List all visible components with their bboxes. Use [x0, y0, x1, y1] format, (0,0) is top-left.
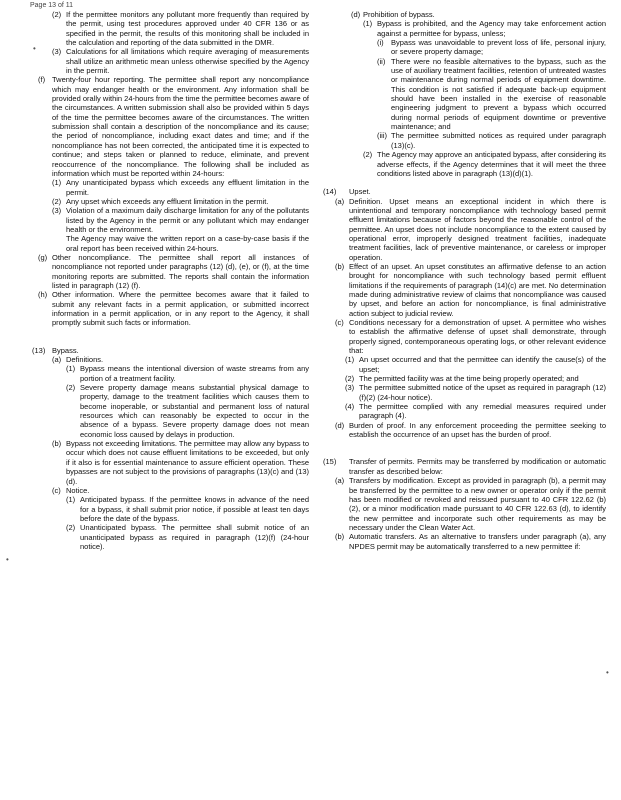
paragraph-label: (f)	[38, 75, 46, 85]
paragraph-text: Bypass was unavoidable to prevent loss of life, personal injury, or severe property damage;	[391, 38, 606, 57]
paragraph-label: (a)	[52, 355, 62, 365]
paragraph-text: Twenty-four hour reporting. The permittee shall report any noncompliance which may endanger health or the environment. Any information shall be provided orally within 24-hours from the time the permittee becomes aware of the circumstances. A written submission shall also be provided within 5 days of the time the permittee becomes aware of the circumstances. The written submission shall contain a description of the noncompliance and its cause; the period of noncompliance, including exact dates and time; and if the noncompliance has not been corrected, the anticipated time it is expected to continue; and steps taken or planned to reduce, eliminate, and prevent reoccurrence of the noncompliance. The following shall be included as information which must be reported within 24-hours:	[52, 75, 309, 178]
paragraph	[24, 234, 309, 253]
paragraph	[323, 355, 606, 374]
paragraph	[323, 421, 606, 440]
paragraph-label: (4)	[345, 402, 355, 412]
paragraph-label: (1)	[66, 364, 76, 374]
paragraph-text: Notice.	[66, 485, 90, 495]
paragraph-text: Unanticipated bypass. The permittee shall submit notice of an unanticipated bypass as required in paragraph (12)(f) (24-hour notice).	[80, 523, 309, 551]
paragraph-text: Definitions.	[66, 355, 104, 365]
paragraph-text: Severe property damage means substantial physical damage to property, damage to the treatment facilities which causes them to become inoperable, or substantial and permanent loss of natural resources which can reasonably be expected to occur in the absence of a bypass. Severe property damage does not mean economic loss caused by delays in production.	[80, 383, 309, 439]
paragraph-label: (i)	[377, 38, 384, 48]
paragraph	[323, 532, 606, 551]
paragraph	[24, 346, 309, 355]
paragraph	[24, 290, 309, 327]
paragraph	[24, 75, 309, 178]
paragraph-label: (2)	[345, 374, 355, 384]
paragraph-text: The permittee submitted notice of the upset as required in paragraph (12)(f)(2) (24-hour notice).	[359, 383, 606, 402]
paragraph-text: Anticipated bypass. If the permittee knows in advance of the need for a bypass, it shall submit prior notice, if possible at least ten days before the date of the bypass.	[80, 495, 309, 523]
left-column	[24, 10, 309, 551]
paragraph	[24, 486, 309, 495]
paragraph-text: Transfers by modification. Except as provided in paragraph (b), a permit may be transferred by the permittee to a new owner or operator only if the permit has been modified or revoked and reissued pursuant to 40 CFR 122.62 (b) (2), or a minor modification made pursuant to 40 CFR 122.63 (d), to identify the new permittee and incorporate such other requirements as may be necessary under the Clean Water Act.	[349, 476, 606, 532]
paragraph-label: (3)	[345, 383, 355, 393]
paragraph-label: (13)	[32, 345, 46, 355]
margin-mark: •	[33, 44, 36, 53]
paragraph	[323, 383, 606, 402]
paragraph-label: (a)	[335, 196, 345, 206]
paragraph-text: Automatic transfers. As an alternative to transfers under paragraph (a), any NPDES permit may be automatically transferred to a new permittee if:	[349, 532, 606, 551]
paragraph	[24, 47, 309, 75]
paragraph	[323, 10, 606, 19]
paragraph-text: Any upset which exceeds any effluent limitation in the permit.	[66, 196, 269, 206]
paragraph	[323, 262, 606, 318]
paragraph-text: Any unanticipated bypass which exceeds any effluent limitation in the permit.	[66, 178, 309, 197]
paragraph-label: (b)	[335, 261, 345, 271]
paragraph-text: Other noncompliance. The permittee shall report all instances of noncompliance not reported under paragraphs (12) (d), (e), or (f), at the time monitoring reports are submitted. The reports shall contain the information listed in paragraph (12) (f).	[52, 252, 309, 290]
paragraph	[24, 495, 309, 523]
right-column	[323, 10, 606, 551]
paragraph-text: The Agency may approve an anticipated bypass, after considering its adverse effects, if the Agency determines that it will meet the three conditions listed above in paragraph (13)(d)(1).	[377, 150, 606, 178]
paragraph-label: (2)	[52, 196, 62, 206]
paragraph-text: If the permittee monitors any pollutant more frequently than required by the permit, using test procedures approved under 40 CFR 136 or as specified in the permit, the results of this monitoring shall be included in the calculation and reporting of the data submitted in the DMR.	[66, 10, 309, 48]
paragraph-label: (d)	[335, 420, 345, 430]
paragraph	[24, 364, 309, 383]
paragraph-label: (b)	[335, 532, 345, 542]
paragraph-text: The permittee complied with any remedial measures required under paragraph (4).	[359, 402, 606, 421]
paragraph	[323, 131, 606, 150]
paragraph	[323, 318, 606, 355]
paragraph-text: Bypass.	[52, 345, 79, 355]
paragraph-text: Bypass not exceeding limitations. The permittee may allow any bypass to occur which does not cause effluent limitations to be exceeded, but only if it also is for essential maintenance to assure efficient operation. These bypasses are not subject to the provisions of paragraphs (13)(c) and (13)(d).	[66, 439, 309, 486]
paragraph	[24, 439, 309, 486]
paragraph-label: (ii)	[377, 56, 386, 66]
paragraph-text: Conditions necessary for a demonstration of upset. A permittee who wishes to establish the affirmative defense of upset shall demonstrate, through properly signed, contemporaneous operating logs, or other relevant evidence that:	[349, 318, 606, 356]
paragraph-label: (2)	[363, 150, 373, 160]
paragraph-text: Definition. Upset means an exceptional incident in which there is unintentional and temporary noncompliance with technology based permit effluent limitations because of factors beyond the reasonable control of the permittee. An upset does not include noncompliance to the extent caused by operational error, improperly designed treatment facilities, inadequate treatment facilities, lack of preventive maintenance, or careless or improper operation.	[349, 196, 606, 262]
paragraph	[24, 253, 309, 290]
paragraph-label: (2)	[52, 10, 62, 19]
margin-mark: •	[6, 555, 9, 564]
paragraph-text: Upset.	[349, 187, 371, 197]
paragraph-text: There were no feasible alternatives to the bypass, such as the use of auxiliary treatment facilities, retention of untreated wastes or maintenance during normal periods of equipment downtime. This condition is not satisfied if adequate back-up equipment should have been installed in the exercise of reasonable engineering judgment to prevent a bypass which occurred during normal periods of equipment downtime or preventive maintenance; and	[391, 56, 606, 132]
paragraph-text: The permittee submitted notices as required under paragraph (13)(c).	[391, 131, 606, 150]
paragraph-text: An upset occurred and that the permittee can identify the cause(s) of the upset;	[359, 355, 606, 374]
paragraph-text: Transfer of permits. Permits may be transferred by modification or automatic transfer as described below:	[349, 457, 606, 476]
paragraph-text: Prohibition of bypass.	[363, 10, 435, 19]
paragraph	[24, 178, 309, 197]
paragraph-label: (15)	[323, 457, 337, 467]
paragraph	[323, 150, 606, 178]
paragraph	[24, 197, 309, 206]
paragraph-label: (b)	[52, 439, 62, 449]
paragraph-label: (iii)	[377, 131, 387, 141]
paragraph	[323, 57, 606, 132]
paragraph-text: Other information. Where the permittee becomes aware that it failed to submit any relevant facts in a permit application, or submitted incorrect information in a permit application, or in any report to the Agency, it shall promptly submit such facts or information.	[52, 290, 309, 328]
paragraph	[323, 38, 606, 57]
paragraph	[24, 355, 309, 364]
paragraph	[323, 187, 606, 196]
paragraph-text: The permitted facility was at the time being properly operated; and	[359, 374, 579, 384]
paragraph-label: (c)	[52, 485, 61, 495]
paragraph	[24, 383, 309, 439]
paragraph-text: Effect of an upset. An upset constitutes an affirmative defense to an action brought for noncompliance with such technology based permit effluent limitations if the requirements of paragraph (14)(c) are met. No determination made during administrative review of claims that noncompliance was caused by upset, and before an action for noncompliance, is final administrative action subject to judicial review.	[349, 261, 606, 318]
paragraph	[24, 10, 309, 47]
paragraph-label: (1)	[52, 178, 62, 188]
paragraph-label: (d)	[351, 10, 361, 19]
paragraph	[24, 523, 309, 551]
margin-mark: •	[606, 668, 609, 677]
paragraph-label: (1)	[66, 495, 76, 505]
paragraph-label: (g)	[38, 252, 48, 262]
paragraph-label: (a)	[335, 476, 345, 486]
paragraph-text: The Agency may waive the written report on a case-by-case basis if the oral report has been received within 24-hours.	[66, 234, 309, 253]
paragraph-label: (1)	[345, 355, 355, 365]
paragraph-text: Calculations for all limitations which require averaging of measurements shall utilize an arithmetic mean unless otherwise specified by the Agency in the permit.	[66, 47, 309, 76]
page-header: Page 13 of 11	[30, 2, 74, 9]
paragraph-label: (3)	[52, 206, 62, 216]
paragraph-label: (1)	[363, 19, 373, 29]
paragraph-text: Burden of proof. In any enforcement proceeding the permittee seeking to establish the occurrence of an upset has the burden of proof.	[349, 420, 606, 440]
paragraph	[24, 206, 309, 234]
paragraph-label: (14)	[323, 187, 337, 197]
paragraph-label: (c)	[335, 318, 344, 327]
paragraph	[323, 457, 606, 476]
paragraph-label: (h)	[38, 290, 48, 300]
paragraph-label: (3)	[52, 47, 62, 57]
paragraph	[323, 476, 606, 532]
paragraph	[323, 197, 606, 262]
paragraph-text: Bypass is prohibited, and the Agency may take enforcement action against a permittee for bypass, unless;	[377, 19, 606, 38]
paragraph	[323, 374, 606, 383]
paragraph-label: (2)	[66, 383, 76, 393]
paragraph	[323, 19, 606, 38]
paragraph	[323, 402, 606, 421]
paragraph-label: (2)	[66, 523, 76, 533]
paragraph-text: Bypass means the intentional diversion of waste streams from any portion of a treatment facility.	[80, 364, 309, 383]
paragraph-text: Violation of a maximum daily discharge limitation for any of the pollutants listed by the Agency in the permit or any pollutant which may endanger health or the environment.	[66, 206, 309, 234]
